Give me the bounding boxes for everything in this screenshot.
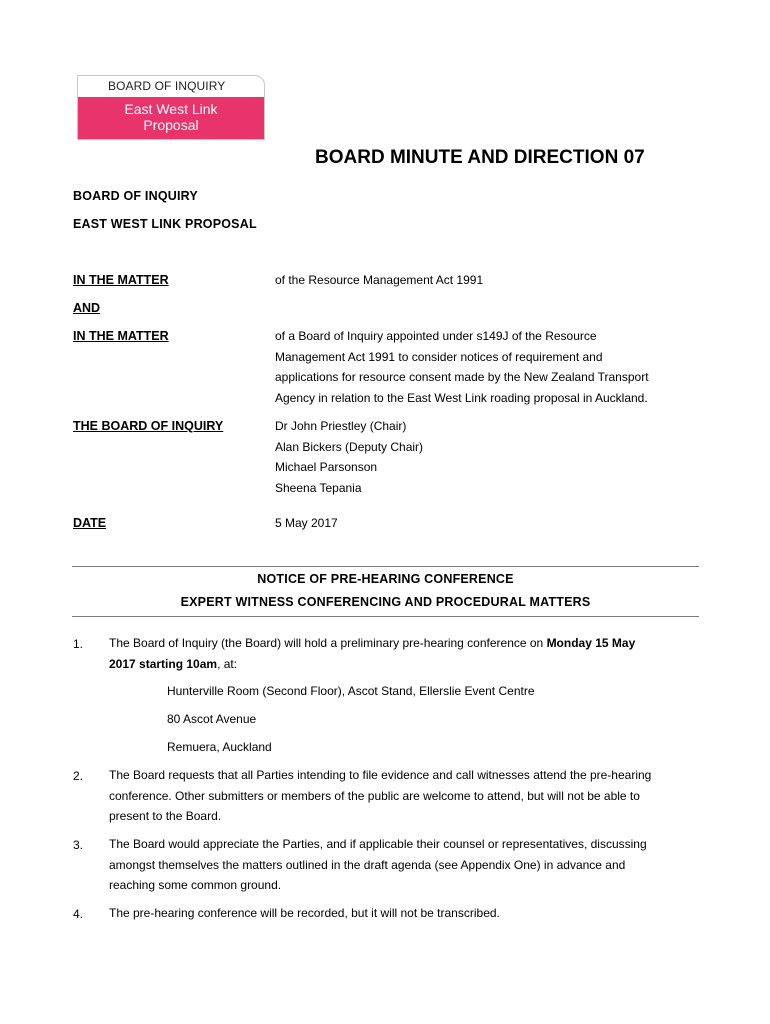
board-member: Michael Parsonson: [275, 460, 378, 474]
paragraph-4: The pre-hearing conference will be recorded, but it will not be transcribed.: [109, 906, 500, 920]
paragraph-1: [109, 633, 694, 674]
paragraph-3-line: reaching some common ground.: [109, 878, 282, 892]
logo-banner: [78, 97, 264, 139]
paragraph-2-line: conference. Other submitters or members of the public are welcome to attend, but will not be able to: [109, 788, 640, 803]
board-member: Dr John Priestley (Chair): [275, 419, 407, 433]
logo-line-2: Proposal: [143, 117, 199, 133]
paragraph-3-line: The Board would appreciate the Parties, and if applicable their counsel or representatives, discussing: [109, 837, 647, 851]
and-label: AND: [73, 301, 101, 315]
matter-2-label: IN THE MATTER: [73, 329, 169, 343]
board-members: [275, 416, 423, 498]
paragraph-2: [109, 765, 694, 827]
notice-subtitle: EXPERT WITNESS CONFERENCING AND PROCEDURAL MATTERS: [180, 595, 591, 609]
paragraph-2-line: present to the Board.: [109, 809, 222, 823]
page-title: BOARD MINUTE AND DIRECTION 07: [315, 147, 645, 168]
board-label: THE BOARD OF INQUIRY: [73, 419, 224, 433]
matter-2-line: Agency in relation to the East West Link roading proposal in Auckland.: [275, 390, 648, 405]
date-value: 5 May 2017: [275, 516, 338, 530]
paragraph-1-text: The Board of Inquiry (the Board) will hold a preliminary pre-hearing conference on: [109, 636, 547, 650]
paragraph-3-line: amongst themselves the matters outlined in the draft agenda (see Appendix One) in advance and: [109, 857, 626, 872]
logo-top-text: BOARD OF INQUIRY: [108, 79, 226, 93]
matter-2-line: applications for resource consent made by the New Zealand Transport: [275, 370, 649, 384]
matter-2-line: Management Act 1991 to consider notices of requirement and: [275, 349, 603, 364]
board-member: Alan Bickers (Deputy Chair): [275, 439, 424, 454]
section-divider-top: [72, 566, 699, 567]
matter-1-label: IN THE MATTER: [73, 273, 169, 287]
logo-line-1: East West Link: [124, 101, 218, 117]
matter-2-text: [275, 326, 649, 408]
paragraph-4-number: 4.: [73, 907, 84, 921]
header-proposal: EAST WEST LINK PROPOSAL: [73, 217, 257, 231]
paragraph-1-number: 1.: [73, 637, 84, 651]
paragraph-3-number: 3.: [73, 838, 84, 852]
paragraph-1-time: 2017 starting 10am: [109, 656, 218, 671]
venue-line: 80 Ascot Avenue: [167, 712, 257, 726]
section-divider-bottom: [72, 616, 699, 617]
notice-title: NOTICE OF PRE-HEARING CONFERENCE: [257, 572, 514, 586]
matter-2-line: of a Board of Inquiry appointed under s149J of the Resource: [275, 329, 597, 343]
venue-line: Hunterville Room (Second Floor), Ascot Stand, Ellerslie Event Centre: [167, 684, 535, 698]
matter-1-text: of the Resource Management Act 1991: [275, 273, 484, 287]
header-board: BOARD OF INQUIRY: [73, 189, 198, 203]
paragraph-3: [109, 834, 694, 896]
paragraph-2-number: 2.: [73, 769, 84, 783]
venue-line: Remuera, Auckland: [167, 740, 272, 754]
board-member: Sheena Tepania: [275, 480, 362, 495]
paragraph-1-suffix: , at:: [217, 656, 238, 671]
paragraph-1-date: Monday 15 May: [546, 636, 636, 650]
date-label: DATE: [73, 516, 107, 530]
board-logo: [77, 75, 265, 140]
paragraph-2-line: The Board requests that all Parties intending to file evidence and call witnesses attend the pre-hearing: [109, 768, 652, 782]
